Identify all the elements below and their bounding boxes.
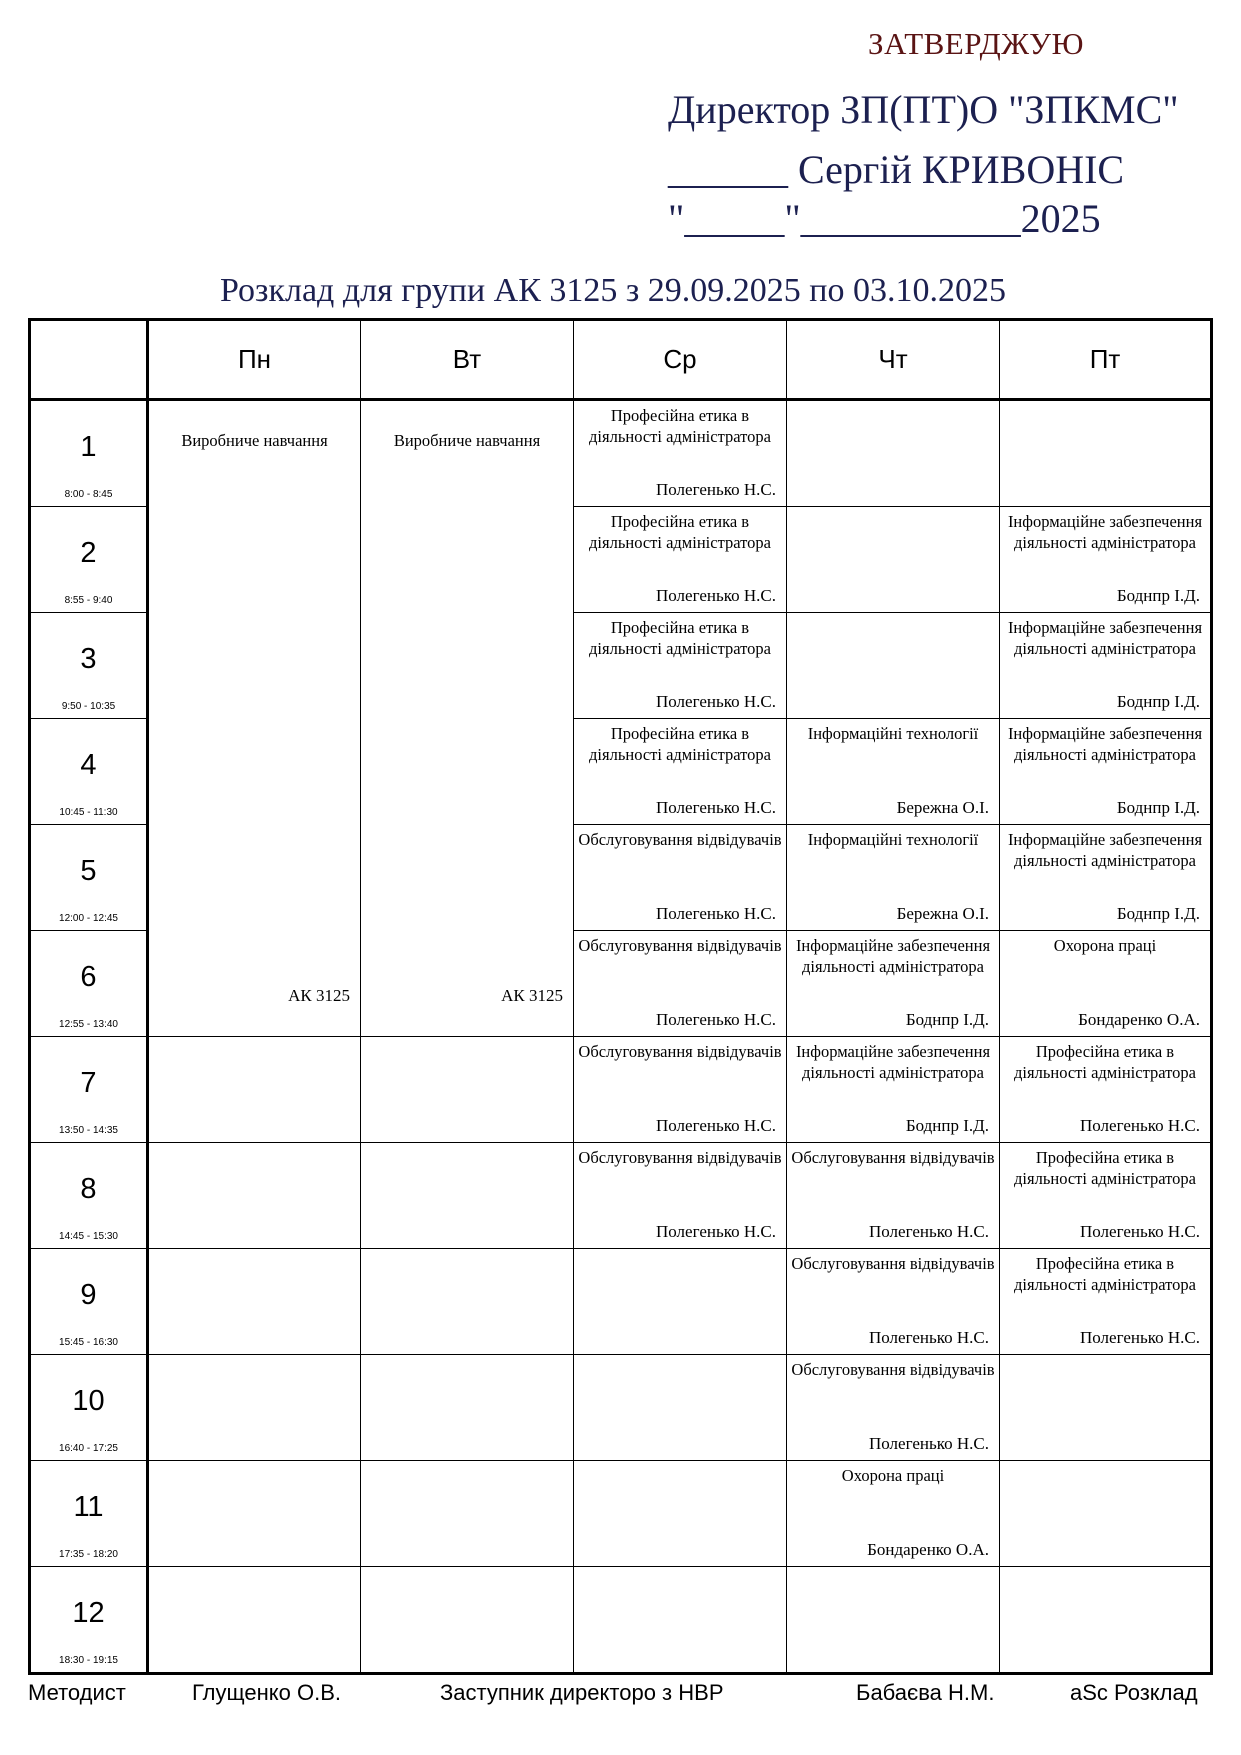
empty-cell: [148, 1355, 361, 1461]
lesson-cell: [574, 719, 787, 825]
lesson-subject: Обслуговування відвідувачів: [578, 830, 782, 849]
lesson-teacher: Полегенько Н.С.: [869, 1434, 989, 1453]
period-number: 10: [72, 1385, 105, 1417]
lesson-subject: Охорона праці: [1053, 936, 1157, 955]
lesson-cell: [574, 931, 787, 1037]
lesson-teacher: Полегенько Н.С.: [656, 904, 776, 923]
day-header: Ср: [574, 320, 787, 400]
lesson-cell: [574, 825, 787, 931]
period-cell: [30, 1355, 148, 1461]
schedule-title: Розклад для групи АК 3125 з 29.09.2025 по 03.10.2025: [219, 272, 1007, 309]
period-time: 8:55 - 9:40: [64, 595, 113, 606]
lesson-cell: [1000, 1037, 1212, 1143]
empty-cell: [787, 613, 1000, 719]
empty-cell: [148, 1037, 361, 1143]
empty-cell: [787, 1567, 1000, 1674]
lesson-cell: [787, 1037, 1000, 1143]
period-number: 8: [80, 1173, 97, 1205]
period-time: 16:40 - 17:25: [59, 1443, 118, 1454]
lesson-teacher: Бондаренко О.А.: [867, 1540, 989, 1559]
methodist-name: Глущенко О.В.: [192, 1680, 341, 1705]
approval-heading: ЗАТВЕРДЖУЮ: [868, 26, 1084, 61]
empty-cell: [361, 1143, 574, 1249]
lesson-teacher: Боднпр І.Д.: [905, 1116, 989, 1135]
period-cell: [30, 1567, 148, 1674]
period-cell: [30, 1037, 148, 1143]
period-number: 11: [73, 1491, 104, 1523]
period-number: 12: [72, 1597, 105, 1629]
lesson-subject: Професійна етика в діяльності адміністратора: [589, 406, 771, 446]
period-cell: [30, 613, 148, 719]
period-number: 9: [80, 1279, 97, 1311]
lesson-teacher: Полегенько Н.С.: [656, 692, 776, 711]
empty-cell: [574, 1355, 787, 1461]
empty-cell: [574, 1249, 787, 1355]
empty-cell: [574, 1461, 787, 1567]
empty-cell: [361, 1567, 574, 1674]
lesson-cell: [574, 507, 787, 613]
director-title: Директор ЗП(ПТ)О "ЗПКМС": [668, 87, 1179, 132]
date-line: "_____"___________2025: [668, 196, 1101, 241]
deputy-label: Заступник директоро з НВР: [440, 1680, 724, 1705]
lesson-teacher: Полегенько Н.С.: [1080, 1328, 1200, 1347]
empty-cell: [148, 1461, 361, 1567]
practice-subject: Виробниче навчання: [393, 431, 541, 450]
lesson-cell: [1000, 1249, 1212, 1355]
period-time: 8:00 - 8:45: [64, 489, 113, 500]
period-cell: [30, 1143, 148, 1249]
day-header: Вт: [361, 320, 574, 400]
practice-group: АК 3125: [288, 986, 350, 1005]
empty-cell: [1000, 400, 1212, 507]
lesson-teacher: Боднпр І.Д.: [1116, 692, 1200, 711]
lesson-subject: Інформаційне забезпечення діяльності адміністратора: [1007, 512, 1203, 552]
practice-subject: Виробниче навчання: [181, 431, 328, 450]
lesson-subject: Обслуговування відвідувачів: [578, 1148, 782, 1167]
lesson-subject: Професійна етика в діяльності адміністратора: [589, 618, 771, 658]
lesson-cell: [574, 1143, 787, 1249]
period-number: 6: [80, 961, 97, 993]
lesson-subject: Професійна етика в діяльності адміністратора: [589, 512, 771, 552]
period-cell: [30, 719, 148, 825]
lesson-subject: Обслуговування відвідувачів: [578, 1042, 782, 1061]
lesson-cell: [787, 719, 1000, 825]
day-header: Пт: [1000, 320, 1212, 400]
period-time: 13:50 - 14:35: [59, 1125, 118, 1136]
period-time: 17:35 - 18:20: [59, 1549, 118, 1560]
empty-cell: [787, 507, 1000, 613]
period-number: 1: [80, 431, 97, 463]
lesson-teacher: Полегенько Н.С.: [656, 586, 776, 605]
period-number: 4: [80, 749, 97, 781]
lesson-subject: Професійна етика в діяльності адміністратора: [1014, 1042, 1196, 1082]
lesson-teacher: Полегенько Н.С.: [869, 1328, 989, 1347]
lesson-cell: [574, 400, 787, 507]
lesson-subject: Професійна етика в діяльності адміністратора: [1014, 1148, 1196, 1188]
lesson-teacher: Боднпр І.Д.: [1116, 798, 1200, 817]
lesson-cell: [787, 1249, 1000, 1355]
lesson-subject: Інформаційне забезпечення діяльності адміністратора: [1007, 618, 1203, 658]
practice-cell: [361, 400, 574, 1037]
lesson-cell: [1000, 507, 1212, 613]
lesson-teacher: Бережна О.І.: [896, 904, 989, 923]
day-header: Пн: [148, 320, 361, 400]
period-time: 9:50 - 10:35: [61, 701, 116, 712]
lesson-cell: [574, 1037, 787, 1143]
lesson-teacher: Полегенько Н.С.: [869, 1222, 989, 1241]
period-number: 3: [80, 643, 97, 675]
empty-cell: [148, 1143, 361, 1249]
empty-cell: [1000, 1355, 1212, 1461]
period-time: 14:45 - 15:30: [59, 1231, 118, 1242]
lesson-teacher: Полегенько Н.С.: [1080, 1116, 1200, 1135]
lesson-cell: [787, 1143, 1000, 1249]
lesson-subject: Інформаційне забезпечення діяльності адміністратора: [1007, 724, 1203, 764]
period-number: 7: [80, 1067, 97, 1099]
period-cell: [30, 825, 148, 931]
lesson-subject: Інформаційні технології: [807, 724, 979, 743]
lesson-subject: Інформаційне забезпечення діяльності адміністратора: [1007, 830, 1203, 870]
lesson-subject: Професійна етика в діяльності адміністратора: [589, 724, 771, 764]
lesson-cell: [574, 613, 787, 719]
empty-cell: [148, 1567, 361, 1674]
period-time: 18:30 - 19:15: [59, 1655, 118, 1666]
lesson-cell: [787, 1461, 1000, 1567]
period-number: 2: [80, 537, 97, 569]
deputy-name: Бабаєва Н.М.: [856, 1680, 995, 1705]
lesson-teacher: Полегенько Н.С.: [1080, 1222, 1200, 1241]
lesson-subject: Професійна етика в діяльності адміністратора: [1014, 1254, 1196, 1294]
empty-cell: [787, 400, 1000, 507]
lesson-teacher: Полегенько Н.С.: [656, 1222, 776, 1241]
empty-cell: [148, 1249, 361, 1355]
period-cell: [30, 931, 148, 1037]
empty-cell: [361, 1037, 574, 1143]
software-credit: aSc Розклад: [1070, 1680, 1198, 1705]
lesson-teacher: Боднпр І.Д.: [1116, 586, 1200, 605]
period-cell: [30, 507, 148, 613]
lesson-subject: Обслуговування відвідувачів: [791, 1148, 995, 1167]
lesson-teacher: Бондаренко О.А.: [1078, 1010, 1200, 1029]
period-time: 12:00 - 12:45: [59, 913, 118, 924]
empty-cell: [1000, 1567, 1212, 1674]
practice-cell: [148, 400, 361, 1037]
period-cell: [30, 1461, 148, 1567]
day-header: Чт: [787, 320, 1000, 400]
period-time: 10:45 - 11:30: [59, 807, 118, 818]
lesson-subject: Обслуговування відвідувачів: [791, 1254, 995, 1273]
lesson-subject: Обслуговування відвідувачів: [578, 936, 782, 955]
lesson-cell: [1000, 1143, 1212, 1249]
lesson-cell: [787, 825, 1000, 931]
period-time: 12:55 - 13:40: [59, 1019, 118, 1030]
empty-cell: [574, 1567, 787, 1674]
lesson-teacher: Бережна О.І.: [896, 798, 989, 817]
signature-line: ______ Сергій КРИВОНІС: [668, 147, 1125, 192]
period-time: 15:45 - 16:30: [59, 1337, 118, 1348]
period-cell: [30, 400, 148, 507]
lesson-subject: Охорона праці: [841, 1466, 945, 1485]
lesson-cell: [1000, 613, 1212, 719]
empty-cell: [361, 1249, 574, 1355]
lesson-teacher: Полегенько Н.С.: [656, 1010, 776, 1029]
lesson-cell: [787, 931, 1000, 1037]
lesson-subject: Інформаційні технології: [807, 830, 979, 849]
lesson-cell: [787, 1355, 1000, 1461]
lesson-cell: [1000, 825, 1212, 931]
practice-group: АК 3125: [501, 986, 563, 1005]
lesson-subject: Обслуговування відвідувачів: [791, 1360, 995, 1379]
period-number: 5: [80, 855, 97, 887]
lesson-teacher: Полегенько Н.С.: [656, 1116, 776, 1135]
empty-cell: [1000, 1461, 1212, 1567]
lesson-teacher: Полегенько Н.С.: [656, 798, 776, 817]
lesson-teacher: Боднпр І.Д.: [1116, 904, 1200, 923]
lesson-subject: Інформаційне забезпечення діяльності адміністратора: [795, 936, 991, 976]
lesson-subject: Інформаційне забезпечення діяльності адміністратора: [795, 1042, 991, 1082]
lesson-cell: [1000, 719, 1212, 825]
lesson-cell: [1000, 931, 1212, 1037]
empty-cell: [361, 1355, 574, 1461]
methodist-label: Методист: [28, 1680, 126, 1705]
empty-cell: [361, 1461, 574, 1567]
lesson-teacher: Полегенько Н.С.: [656, 480, 776, 499]
schedule-table: [28, 318, 1213, 1675]
period-cell: [30, 1249, 148, 1355]
corner-cell: [30, 320, 148, 400]
lesson-teacher: Боднпр І.Д.: [905, 1010, 989, 1029]
